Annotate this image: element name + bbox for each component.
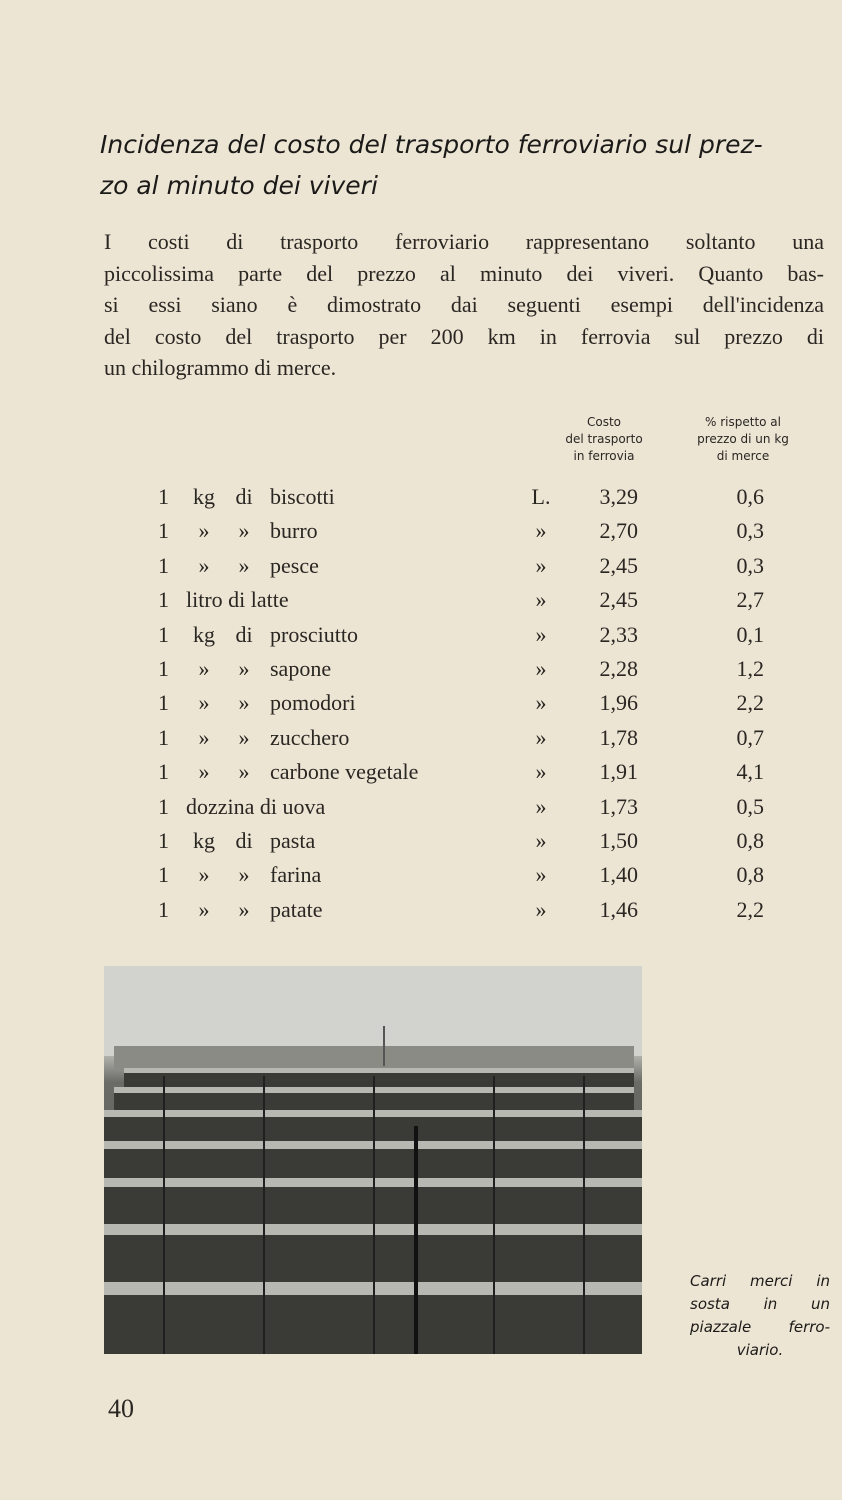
cell-name: patate xyxy=(270,896,323,922)
cell-perc: 0,7 xyxy=(736,724,764,750)
page-number: 40 xyxy=(108,1394,134,1423)
cell-ditto: » xyxy=(238,518,250,544)
caption-line: Carri merci in xyxy=(690,1272,830,1290)
cell-qty: 1 xyxy=(158,587,169,613)
cell-name: burro xyxy=(270,518,318,544)
caption-line: sosta in un xyxy=(690,1295,830,1313)
cell-name: farina xyxy=(270,862,322,888)
caption-line: piazzale ferro- xyxy=(690,1318,830,1336)
cell-unit: » xyxy=(198,690,210,716)
cell-name: biscotti xyxy=(270,484,335,509)
cell-qty: 1 xyxy=(158,690,169,716)
cell-cost: 1,91 xyxy=(599,759,638,785)
cell-qty: 1 xyxy=(158,724,169,750)
cell-cur: » xyxy=(535,793,547,819)
cell-cost: 1,40 xyxy=(599,862,638,888)
cell-qty: 1 xyxy=(158,621,169,647)
caption-line: viario. xyxy=(736,1341,784,1359)
title-line: zo al minuto dei viveri xyxy=(100,171,378,200)
cell-item: litro di latte xyxy=(186,587,289,613)
cell-unit: » xyxy=(198,656,210,681)
cell-cur: L. xyxy=(531,484,551,509)
table-row xyxy=(0,686,842,720)
table-row xyxy=(0,790,842,824)
cell-ditto: di xyxy=(235,828,253,853)
cell-cur: » xyxy=(535,690,547,716)
cell-cur: » xyxy=(535,552,547,578)
cell-unit: » xyxy=(198,724,210,750)
cell-cost: 1,50 xyxy=(599,828,638,853)
cell-perc: 0,5 xyxy=(736,793,764,819)
cell-ditto: » xyxy=(238,690,250,716)
cell-perc: 1,2 xyxy=(736,656,764,681)
table-row xyxy=(0,858,842,892)
cell-ditto: » xyxy=(238,552,250,578)
cell-qty: 1 xyxy=(158,656,169,681)
cell-perc: 0,6 xyxy=(736,484,764,509)
header-line: % rispetto al xyxy=(705,415,781,429)
cell-perc: 2,2 xyxy=(736,690,764,716)
freight-yard-photo xyxy=(104,966,642,1354)
cell-cost: 1,96 xyxy=(599,690,638,716)
cell-unit: » xyxy=(198,518,210,544)
intro-paragraph xyxy=(104,226,824,384)
intro-line: piccolissima parte del prezzo al minuto dei viveri. Quanto bas- xyxy=(104,260,824,286)
cell-ditto: » xyxy=(238,724,250,750)
cell-name: zucchero xyxy=(270,724,350,750)
cell-perc: 0,3 xyxy=(736,552,764,578)
table-row xyxy=(0,755,842,789)
header-line: prezzo di un kg xyxy=(697,432,789,446)
cell-unit: kg xyxy=(193,621,215,647)
cell-name: prosciutto xyxy=(270,621,358,647)
cell-name: pomodori xyxy=(270,690,356,716)
cell-name: pesce xyxy=(270,552,319,578)
cell-item: dozzina di uova xyxy=(186,793,326,819)
cell-ditto: » xyxy=(238,896,250,922)
cell-cost: 2,45 xyxy=(599,552,638,578)
cell-perc: 4,1 xyxy=(736,759,764,785)
table-row xyxy=(0,514,842,548)
table-row xyxy=(0,618,842,652)
header-line: di merce xyxy=(716,449,770,463)
cell-ditto: di xyxy=(235,484,253,509)
cell-perc: 0,8 xyxy=(736,828,764,853)
cell-name: pasta xyxy=(270,828,316,853)
cell-unit: » xyxy=(198,759,210,785)
cell-perc: 0,8 xyxy=(736,862,764,888)
cell-cur: » xyxy=(535,587,547,613)
intro-line: del costo del trasporto per 200 km in ferrovia sul prezzo di xyxy=(104,323,824,349)
cell-cost: 2,28 xyxy=(599,656,638,681)
cost-column-header xyxy=(548,414,660,465)
cell-cost: 2,33 xyxy=(599,621,638,647)
cell-cost: 2,70 xyxy=(599,518,638,544)
cell-perc: 0,1 xyxy=(736,621,764,647)
header-line: del trasporto xyxy=(565,432,643,446)
cell-perc: 2,7 xyxy=(736,587,764,613)
intro-line: si essi siano è dimostrato dai seguenti esempi dell'incidenza xyxy=(104,292,824,317)
intro-line: un chilogrammo di merce. xyxy=(104,355,337,380)
cell-qty: 1 xyxy=(158,552,169,578)
photo-caption xyxy=(690,1270,830,1362)
cell-perc: 2,2 xyxy=(736,896,764,922)
cell-qty: 1 xyxy=(158,828,169,853)
cell-unit: kg xyxy=(193,828,215,853)
cell-cur: » xyxy=(535,828,547,853)
cell-qty: 1 xyxy=(158,518,169,544)
cell-qty: 1 xyxy=(158,896,169,922)
cell-cost: 2,45 xyxy=(599,587,638,613)
percent-column-header xyxy=(680,414,806,465)
cell-cur: » xyxy=(535,518,547,544)
cell-perc: 0,3 xyxy=(736,518,764,544)
cell-cur: » xyxy=(535,724,547,750)
cell-cost: 3,29 xyxy=(599,484,638,509)
cell-cur: » xyxy=(535,656,547,681)
table-row xyxy=(0,480,842,514)
cell-cur: » xyxy=(535,759,547,785)
cell-cur: » xyxy=(535,862,547,888)
header-line: in ferrovia xyxy=(573,449,635,463)
cell-cost: 1,46 xyxy=(599,896,638,922)
cell-ditto: di xyxy=(235,621,253,647)
cell-name: sapone xyxy=(270,656,332,681)
cell-ditto: » xyxy=(238,862,250,888)
cell-unit: » xyxy=(198,552,210,578)
table-row xyxy=(0,583,842,617)
title-line: Incidenza del costo del trasporto ferroviario sul prez- xyxy=(100,130,763,159)
table-row xyxy=(0,893,842,927)
header-line: Costo xyxy=(586,415,622,429)
page-title xyxy=(100,124,830,206)
cell-unit: kg xyxy=(193,484,215,509)
cell-name: carbone vegetale xyxy=(270,759,419,785)
cell-qty: 1 xyxy=(158,484,169,509)
table-row xyxy=(0,824,842,858)
cell-ditto: » xyxy=(238,759,250,785)
cell-unit: » xyxy=(198,896,210,922)
cell-cost: 1,73 xyxy=(599,793,638,819)
cell-qty: 1 xyxy=(158,759,169,785)
cell-unit: » xyxy=(198,862,210,888)
freight-cars-illustration xyxy=(104,966,642,1354)
cell-cost: 1,78 xyxy=(599,724,638,750)
table-row xyxy=(0,652,842,686)
table-row xyxy=(0,549,842,583)
cell-qty: 1 xyxy=(158,862,169,888)
table-row xyxy=(0,721,842,755)
cell-cur: » xyxy=(535,896,547,922)
cell-ditto: » xyxy=(238,656,250,681)
intro-line: I costi di trasporto ferroviario rappresentano soltanto una xyxy=(104,229,824,254)
cell-cur: » xyxy=(535,621,547,647)
cell-qty: 1 xyxy=(158,793,169,819)
